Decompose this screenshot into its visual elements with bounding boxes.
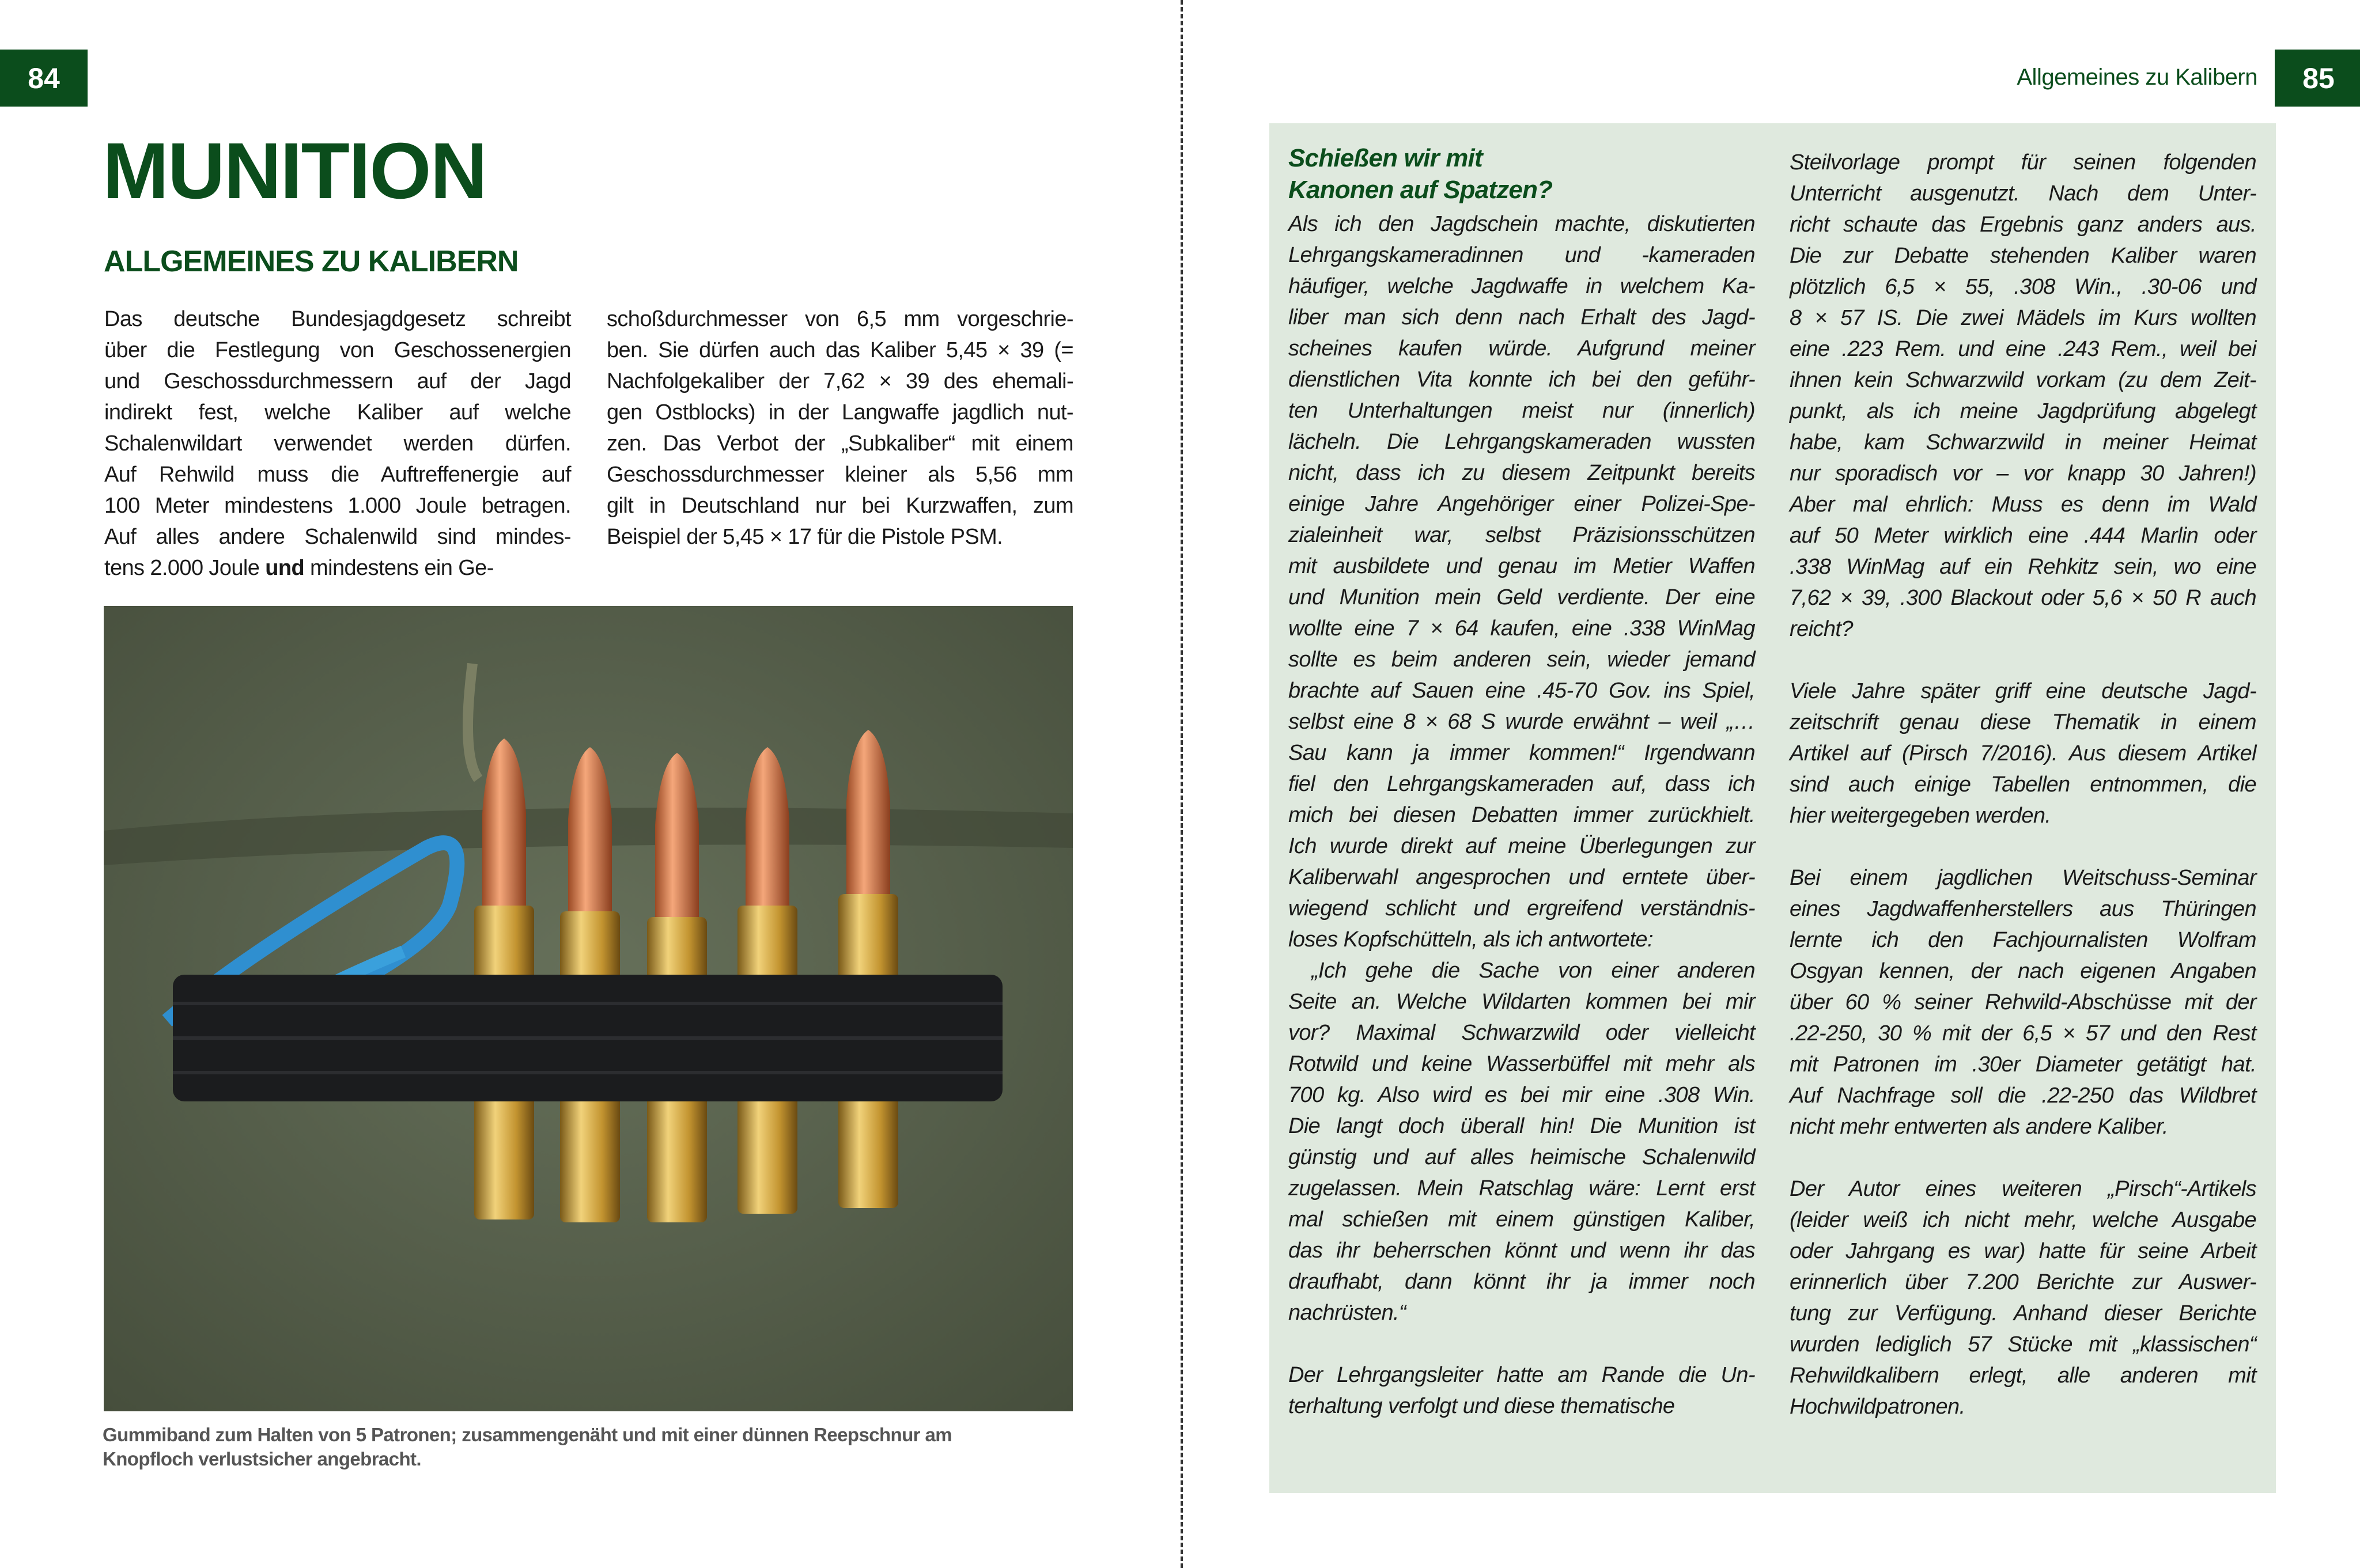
- text-line: [1790, 645, 2256, 676]
- text-line: draufhabt, dann könnt ihr ja immer noch: [1288, 1270, 1755, 1294]
- text-line: selbst eine 8 × 68 S wurde erwähnt – weil „…: [1288, 710, 1755, 734]
- text-line: Unterricht ausgenutzt. Nach dem Unter-: [1790, 181, 2256, 206]
- text-line: tung zur Verfügung. Anhand dieser Berichte: [1790, 1301, 2256, 1325]
- text-line: zugelassen. Mein Ratschlag wäre: Lernt erst: [1288, 1176, 1755, 1200]
- text-line: wollte eine 7 × 64 kaufen, eine .338 WinMag: [1288, 616, 1755, 641]
- text-line: häufiger, welche Jagdwaffe in welchem Ka-: [1288, 274, 1755, 298]
- text-line: fiel den Lehrgangskameraden auf, dass ich: [1288, 772, 1755, 796]
- text-line: .338 WinMag auf ein Rehkitz sein, wo eine: [1790, 555, 2256, 579]
- text-line: punkt, als ich meine Jagdprüfung abgelegt: [1790, 399, 2256, 423]
- text-line: Die langt doch überall hin! Die Munition ist: [1288, 1114, 1755, 1138]
- text-line: Steilvorlage prompt für seinen folgenden: [1790, 150, 2256, 175]
- text-line: indirekt fest, welche Kaliber auf welche: [104, 400, 571, 425]
- text-line: einige Jahre Angehöriger einer Polizei-Spe-: [1288, 492, 1755, 516]
- text-segment: mindestens ein Ge-: [304, 556, 494, 580]
- text-line: Aber mal ehrlich: Muss es denn im Wald: [1790, 493, 2256, 517]
- text-line: .22-250, 30 % mit der 6,5 × 57 und den Rest: [1790, 1021, 2256, 1046]
- text-line: nur sporadisch vor – vor knapp 30 Jahren!): [1790, 461, 2256, 486]
- page-number-right: 85: [2275, 50, 2360, 107]
- text-line: ten Unterhaltungen meist nur (innerlich): [1288, 399, 1755, 423]
- text-line: nicht, dass ich zu diesem Zeitpunkt bereits: [1288, 461, 1755, 485]
- text-line: Rehwildkalibern erlegt, alle anderen mit: [1790, 1364, 2256, 1388]
- text-line: dienstlichen Vita konnte ich bei den geführ-: [1288, 368, 1755, 392]
- text-line: Lehrgangskameradinnen und -kameraden: [1288, 243, 1755, 267]
- cartridge-photo: [104, 606, 1073, 1411]
- text-line: oder Jahrgang es war) hatte für seine Arbeit: [1790, 1239, 2256, 1263]
- page-divider: [1181, 0, 1183, 1568]
- text-line: nachrüsten.“: [1288, 1301, 1406, 1325]
- text-line: Kaliberwahl angesprochen und erntete über-: [1288, 865, 1755, 889]
- text-line: und Geschossdurchmessern auf der Jagd: [104, 369, 571, 393]
- text-line: zialeinheit war, selbst Präzisionsschützen: [1288, 523, 1755, 547]
- text-line: [1790, 831, 2256, 862]
- text-line: Der Autor eines weiteren „Pirsch“-Artikels: [1790, 1177, 2256, 1201]
- text-line: Die zur Debatte stehenden Kaliber waren: [1790, 244, 2256, 268]
- box-heading: [1288, 142, 1552, 206]
- text-line: Ich wurde direkt auf meine Überlegungen zur: [1288, 834, 1755, 858]
- text-line: richt schaute das Ergebnis ganz anders aus.: [1790, 213, 2256, 237]
- bold-text: und: [265, 556, 305, 580]
- text-line: [104, 552, 571, 584]
- text-line: plötzlich 6,5 × 55, .308 Win., .30-06 und: [1790, 275, 2256, 299]
- text-line: erinnerlich über 7.200 Berichte zur Auswer-: [1790, 1270, 2256, 1294]
- text-line: 100 Meter mindestens 1.000 Joule betragen.: [104, 494, 571, 518]
- text-line: über die Festlegung von Geschossenergien: [104, 338, 571, 362]
- text-line: eine .223 Rem. und eine .243 Rem., weil bei: [1790, 337, 2256, 361]
- text-line: liber man sich denn nach Erhalt des Jagd-: [1288, 305, 1755, 329]
- text-line: Auf alles andere Schalenwild sind mindes-: [104, 525, 571, 549]
- text-line: [1288, 1328, 1755, 1359]
- box-heading-line: Schießen wir mit: [1288, 144, 1482, 172]
- text-line: lächeln. Die Lehrgangskameraden wussten: [1288, 430, 1755, 454]
- text-line: vor? Maximal Schwarzwild oder vielleicht: [1288, 1021, 1755, 1045]
- page-number-left: 84: [0, 50, 88, 107]
- text-line: das ihr beherrschen könnt und wenn ihr das: [1288, 1239, 1755, 1263]
- text-line: auf 50 Meter wirklich eine .444 Marlin oder: [1790, 524, 2256, 548]
- text-line: mich bei diesen Debatten immer zurückhielt.: [1288, 803, 1755, 827]
- text-line: ihnen kein Schwarzwild vorkam (zu dem Zeit-: [1790, 368, 2256, 392]
- text-line: mal schießen mit einem günstigen Kaliber,: [1288, 1207, 1755, 1232]
- text-line: günstig und auf alles heimische Schalenwild: [1288, 1145, 1755, 1169]
- text-line: und Munition mein Geld verdiente. Der eine: [1288, 585, 1755, 609]
- text-line: gilt in Deutschland nur bei Kurzwaffen, zum: [607, 494, 1073, 518]
- text-line: Nachfolgekaliber der 7,62 × 39 des ehemali-: [607, 369, 1073, 393]
- text-line: Auf Nachfrage soll die .22-250 das Wildbret: [1790, 1084, 2256, 1108]
- caption-line: Knopfloch verlustsicher angebracht.: [103, 1448, 421, 1469]
- left-body-column-1: [104, 304, 571, 584]
- text-line: scheines kaufen würde. Aufgrund meiner: [1288, 336, 1755, 361]
- text-line: [1790, 1142, 2256, 1173]
- text-line: loses Kopfschütteln, als ich antwortete:: [1288, 927, 1653, 952]
- text-line: sollte es beim anderen sein, wieder jemand: [1288, 647, 1755, 672]
- text-line: Schalenwildart verwendet werden dürfen.: [104, 431, 571, 456]
- text-line: Artikel auf (Pirsch 7/2016). Aus diesem Artikel: [1790, 741, 2256, 766]
- text-line: zeitschrift genau diese Thematik in einem: [1790, 710, 2256, 734]
- section-heading: ALLGEMEINES ZU KALIBERN: [104, 245, 519, 278]
- text-line: eines Jagdwaffenherstellers aus Thüringen: [1790, 897, 2256, 921]
- text-line: Osgyan kennen, der nach eigenen Angaben: [1790, 959, 2256, 983]
- box-column-1: [1288, 209, 1755, 1422]
- caption-line: Gummiband zum Halten von 5 Patronen; zusammengenäht und mit einer dünnen Reepschnur am: [103, 1424, 952, 1445]
- text-line: „Ich gehe die Sache von einer anderen: [1311, 959, 1755, 983]
- text-line: Der Lehrgangsleiter hatte am Rande die Un-: [1288, 1363, 1755, 1387]
- text-line: Beispiel der 5,45 × 17 für die Pistole PSM.: [607, 525, 1003, 549]
- photo-caption: [103, 1423, 952, 1471]
- box-column-2: [1790, 147, 2256, 1422]
- text-line: Sau kann ja immer kommen!“ Irgendwann: [1288, 741, 1755, 765]
- text-line: (leider weiß ich nicht mehr, welche Ausgabe: [1790, 1208, 2256, 1232]
- text-line: mit ausbildete und genau im Metier Waffen: [1288, 554, 1755, 578]
- text-line: terhaltung verfolgt und diese thematische: [1288, 1394, 1675, 1418]
- text-line: Seite an. Welche Wildarten kommen bei mir: [1288, 990, 1755, 1014]
- text-line: Viele Jahre später griff eine deutsche Jagd-: [1790, 679, 2256, 703]
- box-heading-line: Kanonen auf Spatzen?: [1288, 176, 1553, 204]
- text-line: gen Ostblocks) in der Langwaffe jagdlich nut-: [607, 400, 1073, 425]
- left-body-column-2: [607, 304, 1073, 552]
- text-line: brachte auf Sauen eine .45-70 Gov. ins Spiel,: [1288, 679, 1755, 703]
- text-line: reicht?: [1790, 617, 1853, 641]
- text-line: sind auch einige Tabellen entnommen, die: [1790, 772, 2256, 797]
- text-line: zen. Das Verbot der „Subkaliber“ mit einem: [607, 431, 1073, 456]
- chapter-title: MUNITION: [103, 127, 487, 215]
- text-line: Rotwild und keine Wasserbüffel mit mehr als: [1288, 1052, 1755, 1076]
- text-line: wurden lediglich 57 Stücke mit „klassischen“: [1790, 1332, 2256, 1357]
- text-line: Auf Rehwild muss die Auftreffenergie auf: [104, 463, 571, 487]
- text-line: mit Patronen im .30er Diameter getätigt hat.: [1790, 1052, 2256, 1077]
- text-line: lernte ich den Fachjournalisten Wolfram: [1790, 928, 2256, 952]
- text-line: Geschossdurchmesser kleiner als 5,56 mm: [607, 463, 1073, 487]
- text-line: Als ich den Jagdschein machte, diskutierten: [1288, 212, 1755, 236]
- text-line: wiegend schlicht und ergreifend verständnis-: [1288, 896, 1755, 921]
- text-line: nicht mehr entwerten als andere Kaliber.: [1790, 1115, 2168, 1139]
- text-line: habe, kam Schwarzwild in meiner Heimat: [1790, 430, 2256, 455]
- text-line: 7,62 × 39, .300 Blackout oder 5,6 × 50 R auch: [1790, 586, 2256, 610]
- text-line: 700 kg. Also wird es bei mir eine .308 Win.: [1288, 1083, 1755, 1107]
- text-line: schoßdurchmesser von 6,5 mm vorgeschrie-: [607, 307, 1073, 331]
- text-segment: tens 2.000 Joule: [104, 556, 266, 580]
- text-line: ben. Sie dürfen auch das Kaliber 5,45 × 39 (=: [607, 338, 1073, 362]
- running-head: Allgemeines zu Kalibern: [2017, 65, 2257, 90]
- text-line: Hochwildpatronen.: [1790, 1395, 1965, 1419]
- text-line: 8 × 57 IS. Die zwei Mädels im Kurs wollten: [1790, 306, 2256, 330]
- text-line: Bei einem jagdlichen Weitschuss-Seminar: [1790, 866, 2256, 890]
- text-line: hier weitergegeben werden.: [1790, 804, 2051, 828]
- text-line: Das deutsche Bundesjagdgesetz schreibt: [104, 307, 571, 331]
- text-line: über 60 % seiner Rehwild-Abschüsse mit der: [1790, 990, 2256, 1014]
